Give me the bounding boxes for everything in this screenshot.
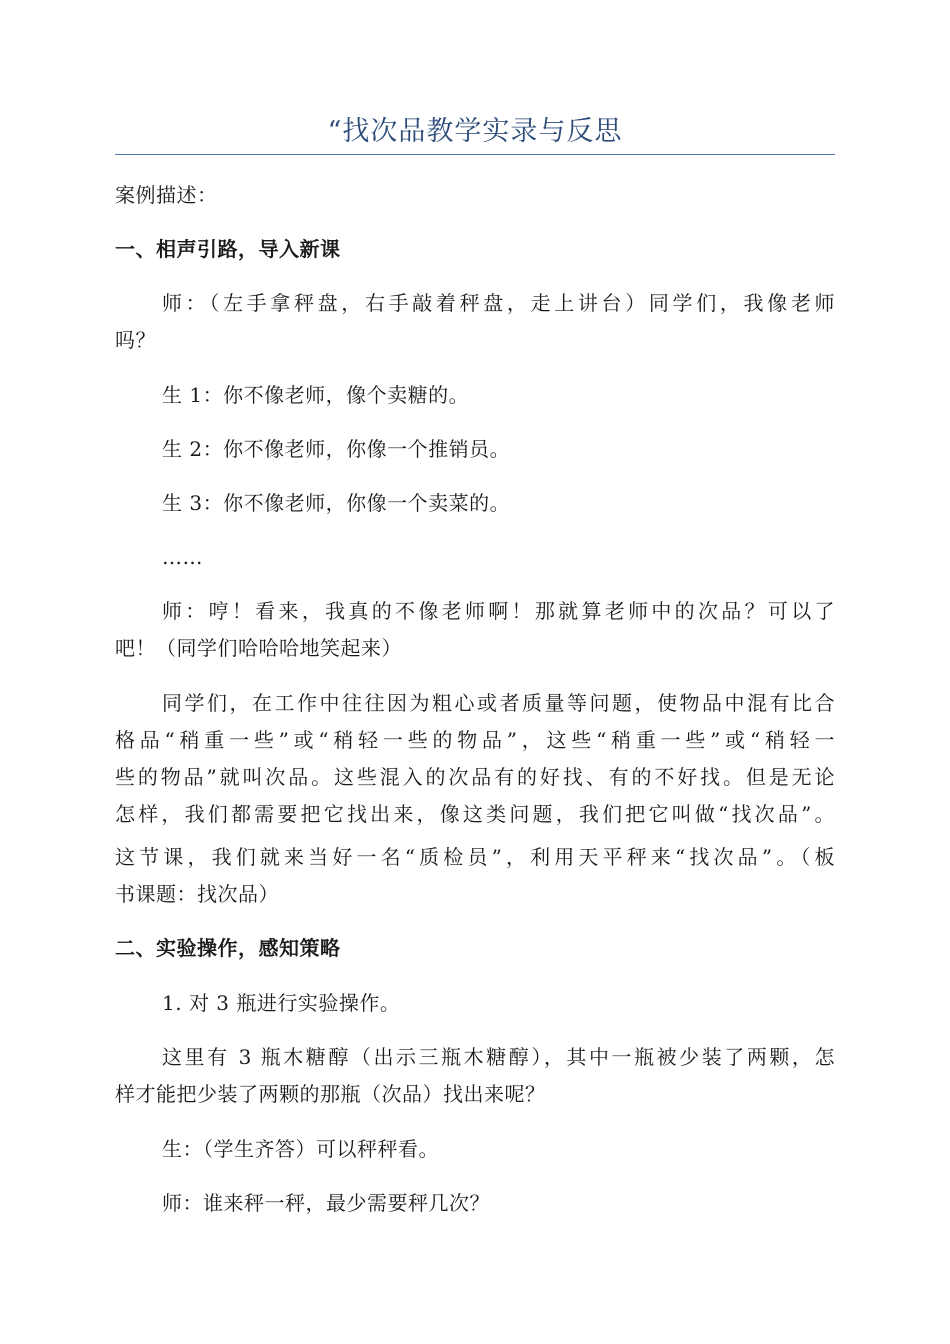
paragraph-line: 吧！（同学们哈哈哈地笑起来） (115, 636, 402, 660)
dialogue-line: 生：（学生齐答）可以秤秤看。 (162, 1137, 439, 1161)
paragraph-line: 些的物品”就叫次品。这些混入的次品有的好找、有的不好找。但是无论 (115, 765, 835, 789)
paragraph-line: 这节课，我们就来当好一名“质检员”，利用天平秤来“找次品”。（板 (115, 845, 835, 869)
document-title: “找次品教学实录与反思 (327, 116, 623, 147)
paragraph-line: 这里有 3 瓶木糖醇（出示三瓶木糖醇），其中一瓶被少装了两颗，怎 (162, 1045, 835, 1069)
paragraph-line: 同学们，在工作中往往因为粗心或者质量等问题，使物品中混有比合 (162, 691, 835, 715)
dialogue-line: 生 3：你不像老师，你像一个卖菜的。 (162, 491, 511, 515)
case-description-label: 案例描述： (115, 183, 218, 207)
dialogue-line: 师：谁来秤一秤，最少需要秤几次？ (162, 1191, 490, 1215)
paragraph-line: 师：（左手拿秤盘，右手敲着秤盘，走上讲台）同学们，我像老师 (162, 291, 835, 315)
paragraph-line: 样才能把少装了两颗的那瓶（次品）找出来呢？ (115, 1082, 546, 1106)
title-underline (115, 154, 835, 155)
ellipsis-line: …… (162, 545, 203, 569)
paragraph-line: 格品“稍重一些”或“稍轻一些的物品”，这些“稍重一些”或“稍轻一 (115, 728, 835, 752)
dialogue-line: 生 1：你不像老师，像个卖糖的。 (162, 383, 470, 407)
paragraph-line: 师：哼！看来，我真的不像老师啊！那就算老师中的次品？可以了 (162, 599, 835, 623)
paragraph-line: 怎样，我们都需要把它找出来，像这类问题，我们把它叫做“找次品”。 (115, 802, 835, 826)
dialogue-line: 生 2：你不像老师，你像一个推销员。 (162, 437, 511, 461)
section-heading-2: 二、实验操作，感知策略 (115, 936, 341, 960)
section-heading-1: 一、相声引路，导入新课 (115, 237, 341, 261)
step-line: 1. 对 3 瓶进行实验操作。 (162, 991, 401, 1015)
paragraph-line: 书课题：找次品） (115, 882, 279, 906)
paragraph-line: 吗？ (115, 328, 156, 352)
